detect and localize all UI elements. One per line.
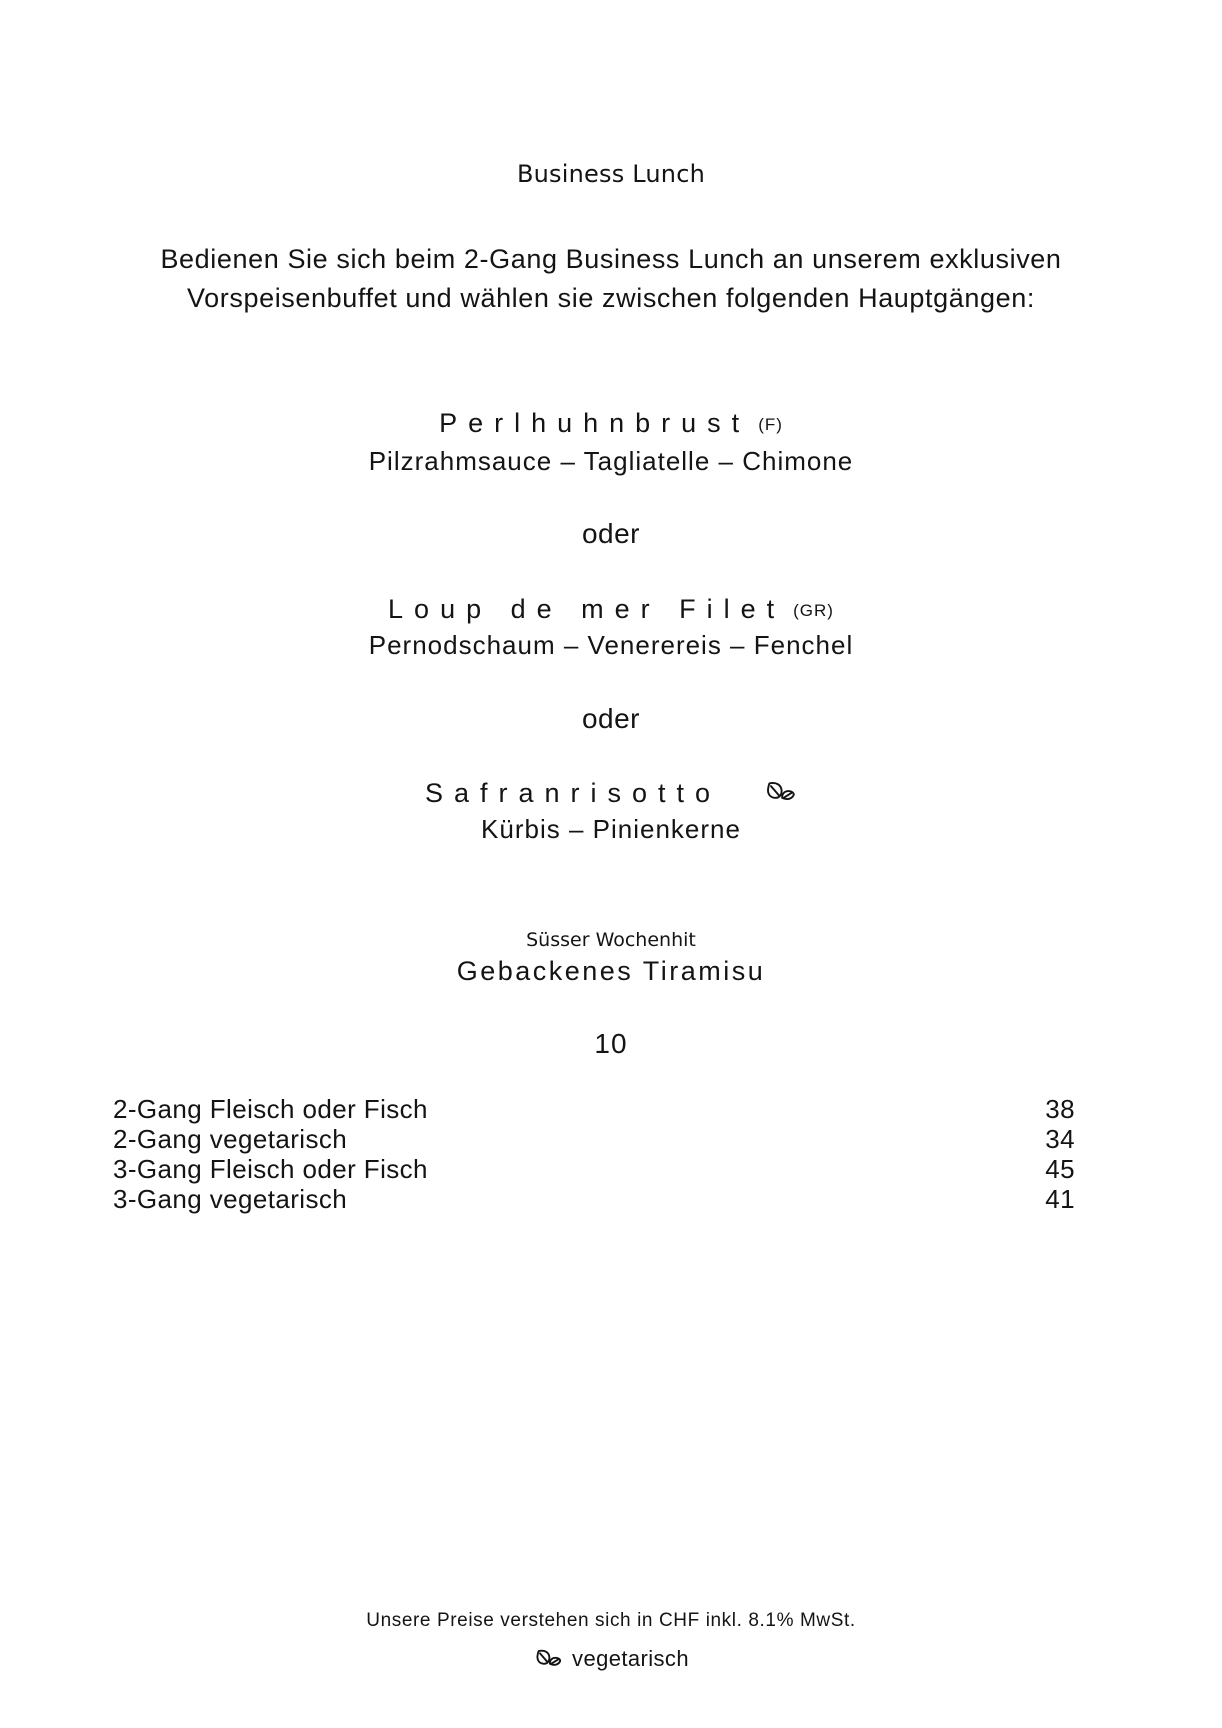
dessert-price: 10 <box>594 1028 628 1059</box>
price-row <box>113 1124 1075 1154</box>
price-row <box>113 1094 1075 1124</box>
price-value: 34 <box>1045 1124 1075 1154</box>
price-list <box>113 1094 1075 1214</box>
page-title: Business Lunch <box>516 160 706 188</box>
price-value: 41 <box>1045 1184 1075 1214</box>
price-value: 38 <box>1045 1094 1075 1124</box>
course-description: Pilzrahmsauce – Tagliatelle – Chimone <box>368 446 854 476</box>
price-label: 3-Gang vegetarisch <box>113 1184 348 1214</box>
course-description: Kürbis – Pinienkerne <box>481 814 741 844</box>
course-allergen-tag: (GR) <box>793 601 834 620</box>
dessert-label: Süsser Wochenhit <box>526 929 696 951</box>
course-name: Loup de mer Filet <box>388 594 786 624</box>
course-heading <box>0 778 1222 811</box>
vegetarian-leaf-icon <box>763 780 797 811</box>
price-value: 45 <box>1045 1154 1075 1184</box>
vegetarian-legend <box>0 1646 1222 1672</box>
price-row <box>113 1184 1075 1214</box>
intro-text: Bedienen Sie sich beim 2-Gang Business Lunch an unserem exklusiven Vorspeisenbuffet und wählen sie zwischen folgenden Hauptgängen: <box>160 244 1062 313</box>
dessert-name: Gebackenes Tiramisu <box>456 956 766 986</box>
vegetarian-leaf-icon <box>533 1646 572 1671</box>
course-allergen-tag: (F) <box>758 415 783 434</box>
course-name: Perlhuhnbrust <box>439 408 751 438</box>
price-label: 3-Gang Fleisch oder Fisch <box>113 1154 428 1184</box>
oder-separator: oder <box>581 518 641 549</box>
course-name: Safranrisotto <box>424 778 722 808</box>
course-heading <box>0 408 1222 439</box>
price-row <box>113 1154 1075 1184</box>
tax-note: Unsere Preise verstehen sich in CHF inkl. 8.1% MwSt. <box>366 1610 856 1631</box>
legend-label: vegetarisch <box>572 1646 689 1671</box>
course-description: Pernodschaum – Venerereis – Fenchel <box>368 630 854 660</box>
price-label: 2-Gang Fleisch oder Fisch <box>113 1094 428 1124</box>
price-label: 2-Gang vegetarisch <box>113 1124 348 1154</box>
oder-separator: oder <box>581 703 641 734</box>
course-heading <box>0 594 1222 625</box>
